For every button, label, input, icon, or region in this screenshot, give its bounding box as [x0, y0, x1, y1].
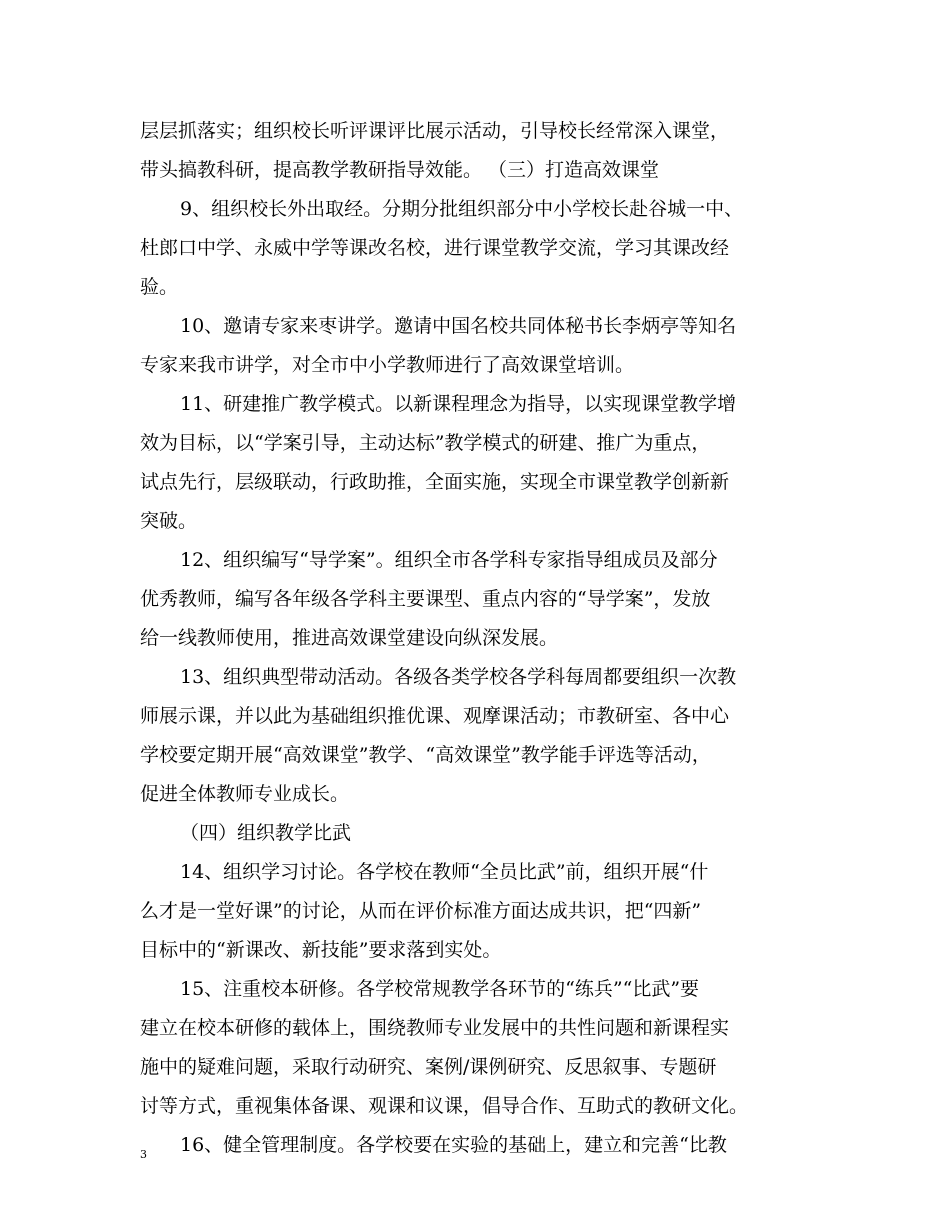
text-line: 促进全体教师专业成长。	[140, 783, 350, 805]
text-line: 专家来我市讲学，对全市中小学教师进行了高效课堂培训。	[140, 354, 635, 376]
text-line: 带头搞教科研，提高教学教研指导效能。 （三）打造高效课堂	[140, 159, 660, 181]
text-line: 16、健全管理制度。各学校要在实验的基础上，建立和完善“比教	[180, 1134, 727, 1156]
text-line: 么才是一堂好课”的讨论，从而在评价标准方面达成共识，把“四新”	[140, 900, 702, 922]
text-line: 13、组织典型带动活动。各级各类学校各学科每周都要组织一次教	[180, 666, 737, 688]
text-line: 层层抓落实；组织校长听评课评比展示活动，引导校长经常深入课堂，	[140, 120, 730, 142]
text-line: 试点先行，层级联动，行政助推，全面实施，实现全市课堂教学创新新	[140, 471, 730, 493]
text-line: 师展示课，并以此为基础组织推优课、观摩课活动；市教研室、各中心	[140, 705, 730, 727]
text-line: 目标中的“新课改、新技能”要求落到实处。	[140, 939, 502, 961]
text-line: 优秀教师，编写各年级各学科主要课型、重点内容的“导学案”，发放	[140, 588, 711, 610]
text-line: （四）组织教学比武	[180, 822, 352, 844]
text-line: 突破。	[140, 510, 198, 532]
text-line: 15、注重校本研修。各学校常规教学各环节的“练兵”“比武”要	[180, 978, 700, 1000]
text-line: 9、组织校长外出取经。分期分批组织部分中小学校长赴谷城一中、	[180, 198, 744, 220]
text-line: 验。	[140, 276, 179, 298]
text-line: 给一线教师使用，推进高效课堂建设向纵深发展。	[140, 627, 559, 649]
text-line: 11、研建推广教学模式。以新课程理念为指导，以实现课堂教学增	[180, 393, 737, 415]
text-line: 杜郎口中学、永威中学等课改名校，进行课堂教学交流，学习其课改经	[140, 237, 730, 259]
text-line: 效为目标，以“学案引导，主动达标”教学模式的研建、推广为重点，	[140, 432, 711, 454]
text-line: 建立在校本研修的载体上，围绕教师专业发展中的共性问题和新课程实	[140, 1017, 730, 1039]
text-line: 施中的疑难问题，采取行动研究、案例/课例研究、反思叙事、专题研	[140, 1056, 717, 1078]
document-body	[140, 112, 820, 1165]
text-line: 12、组织编写“导学案”。组织全市各学科专家指导组成员及部分	[180, 549, 718, 571]
text-line: 14、组织学习讨论。各学校在教师“全员比武”前，组织开展“什	[180, 861, 709, 883]
text-line: 学校要定期开展“高效课堂”教学、“高效课堂”教学能手评选等活动，	[140, 744, 711, 766]
page-number: 3	[140, 1148, 147, 1161]
text-line: 10、邀请专家来枣讲学。邀请中国名校共同体秘书长李炳亭等知名	[180, 315, 737, 337]
text-line: 讨等方式，重视集体备课、观课和议课，倡导合作、互助式的教研文化。	[140, 1095, 749, 1117]
